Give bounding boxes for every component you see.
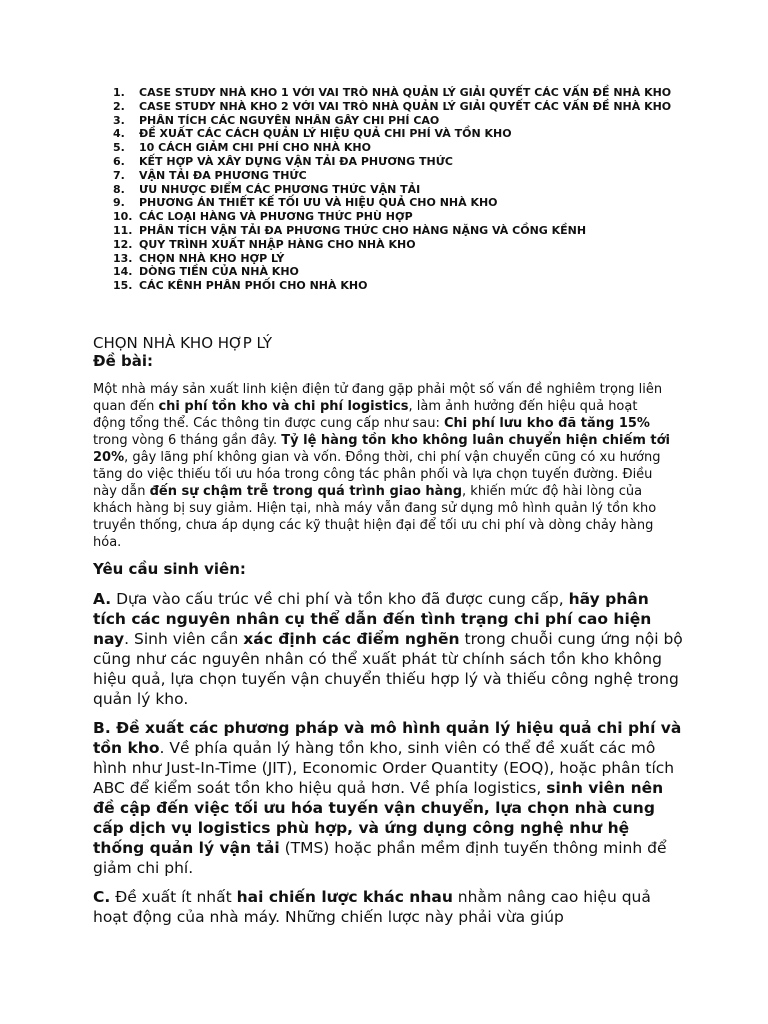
toc-item[interactable]: 12. QUY TRÌNH XUẤT NHẬP HÀNG CHO NHÀ KHO <box>113 237 416 251</box>
toc-item[interactable]: 3. PHÂN TÍCH CÁC NGUYÊN NHÂN GÂY CHI PHÍ CAO <box>113 113 440 127</box>
toc-item[interactable]: 9. PHƯƠNG ÁN THIẾT KẾ TỐI ƯU VÀ HIỆU QUẢ CHO NHÀ KHO <box>113 196 498 210</box>
requirement-c: C. Đề xuất ít nhất hai chiến lược khác nhau nhằm nâng cao hiệu quả hoạt động của nhà máy. Những chiến lược này phải vừa giúp <box>93 888 651 926</box>
toc-item[interactable]: 7. VẬN TẢI ĐA PHƯƠNG THỨC <box>113 168 307 182</box>
section-subtitle: Đề bài: <box>93 352 153 370</box>
requirement-b: B. Đề xuất các phương pháp và mô hình quản lý hiệu quả chi phí và tồn kho. Về phía quản lý hàng tồn kho, sinh viên có thể đề xuất các mô hình như Just-In-Time (JIT), Economic Order Quantity (EOQ), hoặc phân tích ABC để kiểm soát tồn kho hiệu quả hơn. Về phía logistics, sinh viên nên đề cập đến việc tối ưu hóa tuyến vận chuyển, lựa chọn nhà cung cấp dịch vụ logistics phù hợp, và ứng dụng công nghệ như hệ thống quản lý vận tải (TMS) hoặc phần mềm định tuyến thông minh để giảm chi phí. <box>93 719 682 877</box>
toc-item[interactable]: 13. CHỌN NHÀ KHO HỢP LÝ <box>113 251 285 265</box>
toc-item[interactable]: 5. 10 CÁCH GIẢM CHI PHÍ CHO NHÀ KHO <box>113 141 371 155</box>
table-of-contents <box>113 86 683 293</box>
toc-item[interactable]: 10. CÁC LOẠI HÀNG VÀ PHƯƠNG THỨC PHÙ HỢP <box>113 210 413 224</box>
toc-item[interactable]: 2. CASE STUDY NHÀ KHO 2 VỚI VAI TRÒ NHÀ QUẢN LÝ GIẢI QUYẾT CÁC VẤN ĐỀ NHÀ KHO <box>113 99 672 113</box>
toc-item[interactable]: 15. CÁC KÊNH PHÂN PHỐI CHO NHÀ KHO <box>113 279 368 293</box>
section-heading <box>93 334 683 370</box>
toc-item[interactable]: 8. ƯU NHƯỢC ĐIỂM CÁC PHƯƠNG THỨC VẬN TẢI <box>113 182 421 196</box>
toc-item[interactable]: 4. ĐỀ XUẤT CÁC CÁCH QUẢN LÝ HIỆU QUẢ CHI PHÍ VÀ TỒN KHO <box>113 127 512 141</box>
requirements-heading: Yêu cầu sinh viên: <box>93 560 246 578</box>
toc-item[interactable]: 1. CASE STUDY NHÀ KHO 1 VỚI VAI TRÒ NHÀ QUẢN LÝ GIẢI QUYẾT CÁC VẤN ĐỀ NHÀ KHO <box>113 86 672 99</box>
problem-statement: Một nhà máy sản xuất linh kiện điện tử đang gặp phải một số vấn đề nghiêm trọng liên quan đến chi phí tồn kho và chi phí logistics, làm ảnh hưởng đến hiệu quả hoạt động tổng thể. Các thông tin được cung cấp như sau: Chi phí lưu kho đã tăng 15% trong vòng 6 tháng gần đây. Tỷ lệ hàng tồn kho không luân chuyển hiện chiếm tới 20%, gây lãng phí không gian và vốn. Đồng thời, chi phí vận chuyển cũng có xu hướng tăng do việc thiếu tối ưu hóa trong công tác phân phối và lựa chọn tuyến đường. Điều này dẫn đến sự chậm trễ trong quá trình giao hàng, khiến mức độ hài lòng của khách hàng bị suy giảm. Hiện tại, nhà máy vẫn đang sử dụng mô hình quản lý tồn kho truyền thống, chưa áp dụng các kỹ thuật hiện đại để tối ưu chi phí và dòng chảy hàng hóa. <box>93 382 670 550</box>
toc-item[interactable]: 14. DÒNG TIỀN CỦA NHÀ KHO <box>113 265 299 279</box>
toc-item[interactable]: 11. PHÂN TÍCH VẬN TẢI ĐA PHƯƠNG THỨC CHO HÀNG NẶNG VÀ CỒNG KỀNH <box>113 223 587 237</box>
requirement-a: A. Dựa vào cấu trúc về chi phí và tồn kho đã được cung cấp, hãy phân tích các nguyên nhân cụ thể dẫn đến tình trạng chi phí cao hiện nay. Sinh viên cần xác định các điểm nghẽn trong chuỗi cung ứng nội bộ cũng như các nguyên nhân có thể xuất phát từ chính sách tồn kho không hiệu quả, lựa chọn tuyến vận chuyển thiếu hợp lý và thiếu công nghệ trong quản lý kho. <box>93 590 683 708</box>
toc-item[interactable]: 6. KẾT HỢP VÀ XÂY DỰNG VẬN TẢI ĐA PHƯƠNG THỨC <box>113 154 453 168</box>
section-title: CHỌN NHÀ KHO HỢP LÝ <box>93 334 273 352</box>
